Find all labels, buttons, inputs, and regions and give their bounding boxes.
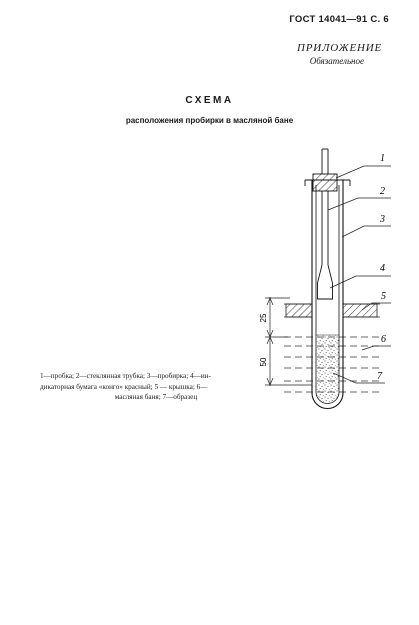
legend-line: 1—пробка; 2—стеклянная трубка; 3—пробирка; 4—ин- (40, 372, 211, 380)
appendix-subtitle: Обязательное (309, 56, 364, 66)
dimension-50: 50 (259, 357, 268, 367)
glass-tube (322, 149, 328, 265)
page-header: ГОСТ 14041—91 С. 6 (289, 14, 389, 25)
stopper (313, 174, 337, 191)
indicator-paper (318, 265, 333, 299)
legend-line: дикаторная бумага «конго» красный; 5 — крышка; 6— (40, 382, 208, 391)
appendix-title: ПРИЛОЖЕНИЕ (297, 42, 382, 54)
label-2: 2 (380, 186, 385, 197)
label-5: 5 (381, 291, 386, 302)
label-4: 4 (380, 263, 385, 274)
cover (284, 304, 380, 317)
label-6: 6 (381, 334, 386, 345)
label-7: 7 (377, 371, 382, 382)
legend-line: масляная баня; 7—образец (114, 393, 198, 401)
dimension-25: 25 (259, 313, 268, 323)
label-1: 1 (380, 153, 385, 164)
label-3: 3 (380, 214, 385, 225)
scheme-title: СХЕМА (185, 95, 234, 106)
legend (40, 371, 272, 403)
scheme-subtitle: расположения пробирки в масляной бане (125, 116, 294, 125)
sample (317, 335, 339, 403)
